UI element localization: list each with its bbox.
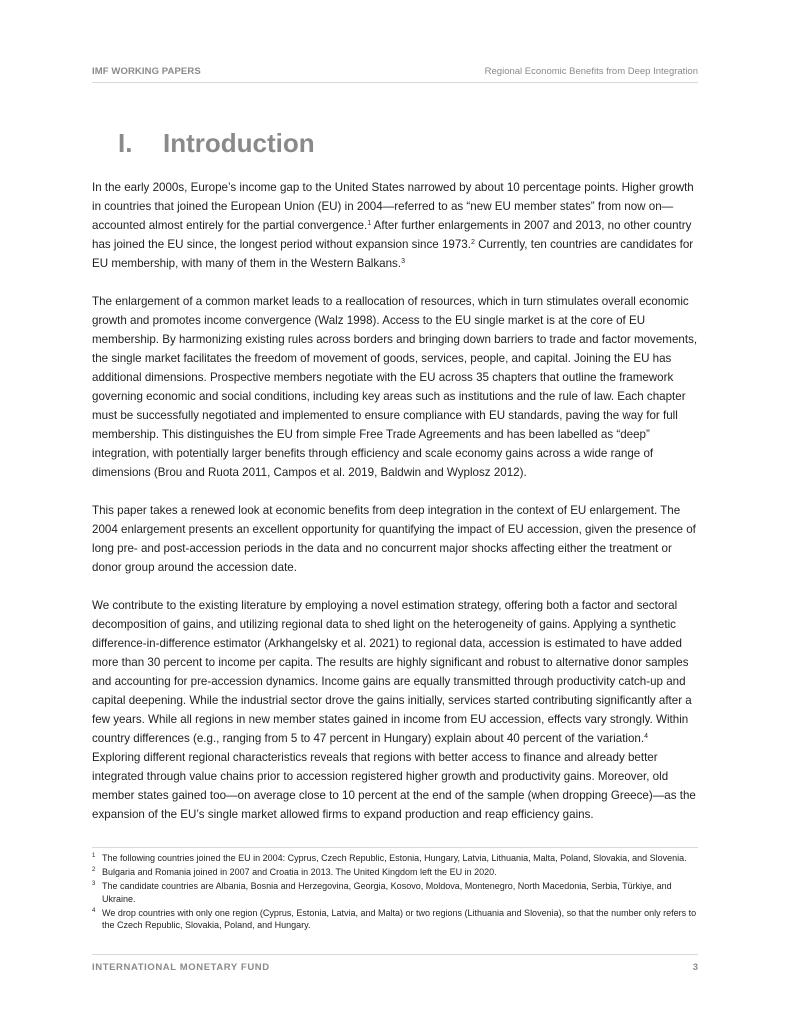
page-header (92, 66, 698, 83)
paragraph-4 (92, 596, 698, 824)
footnote-ref-2: 2 (470, 239, 475, 246)
section-heading (118, 128, 315, 159)
page-number: 3 (692, 962, 698, 973)
body-text (92, 178, 698, 843)
header-series-title: IMF WORKING PAPERS (92, 66, 201, 77)
footnote-mark: 2 (92, 867, 96, 873)
footnote-mark: 3 (92, 881, 96, 887)
paragraph-1 (92, 178, 698, 273)
paragraph-1-text-b: After further enlargements in 2007 and 2013, no other country has joined the EU since, the longest period without expansion since 1973. (92, 219, 692, 251)
footnote-mark: 1 (92, 853, 96, 859)
footnote-text: We drop countries with only one region (Cyprus, Estonia, Latvia, and Malta) or two regions (Lithuania and Slovenia), so that the number only refers to the Czech Republic, Slovakia, Poland, and Hungary. (102, 907, 697, 930)
footnote-text: The candidate countries are Albania, Bosnia and Herzegovina, Georgia, Kosovo, Moldova, Montenegro, North Macedonia, Serbia, Türkiye, and Ukraine. (102, 881, 672, 904)
paragraph-1-text-c: Currently, ten countries are candidates for EU membership, with many of them in the Western Balkans. (92, 238, 694, 270)
page-footer (92, 954, 698, 973)
header-paper-title: Regional Economic Benefits from Deep Integration (484, 66, 698, 77)
footnote (92, 852, 698, 865)
footnote (92, 880, 698, 905)
footnote-divider (92, 847, 698, 848)
paragraph-3: This paper takes a renewed look at economic benefits from deep integration in the context of EU enlargement. The 2004 enlargement presents an excellent opportunity for quantifying the impact of EU accession, given the presence of long pre- and post-accession periods in the data and no concurrent major shocks affecting either the treatment or donor group around the accession date. (92, 504, 696, 574)
footer-publisher: INTERNATIONAL MONETARY FUND (92, 962, 270, 973)
footnote (92, 907, 698, 932)
paragraph-4-text-b: Exploring different regional characteristics reveals that regions with better access to finance and already better integrated through value chains prior to accession registered higher growth and productivity gains. Moreover, old member states gained too—on average close to 10 percent at the end of the sample (when dropping Greece)—as the expansion of the EU’s single market allowed firms to expand production and reap efficiency gains. (92, 751, 696, 821)
paragraph-2: The enlargement of a common market leads to a reallocation of resources, which in turn stimulates overall economic growth and promotes income convergence (Walz 1998). Access to the EU single market is at the core of EU membership. By harmonizing existing rules across borders and bringing down barriers to trade and factor movements, the single market facilitates the freedom of movement of goods, services, people, and capital. Joining the EU has additional dimensions. Prospective members negotiate with the EU across 35 chapters that outline the framework governing economic and social conditions, including key areas such as institutions and the rule of law. Each chapter must be successfully negotiated and implemented to ensure compliance with EU standards, paving the way for full membership. This distinguishes the EU from simple Free Trade Agreements and has been labelled as “deep” integration, with potentially larger benefits through efficiency and scale economy gains across a wide range of dimensions (Brou and Ruota 2011, Campos et al. 2019, Baldwin and Wyplosz 2012). (92, 295, 698, 479)
paragraph-1-text-a: In the early 2000s, Europe’s income gap to the United States narrowed by about 10 percentage points. Higher growth in countries that joined the European Union (EU) in 2004—referred to as “new EU member states” from now on—accounted almost entirely for the partial convergence. (92, 181, 694, 232)
footnotes (92, 852, 698, 933)
footnote-ref-1: 1 (367, 220, 372, 227)
footnote-text: The following countries joined the EU in 2004: Cyprus, Czech Republic, Estonia, Hungary, Latvia, Lithuania, Malta, Poland, Slovakia, and Slovenia. (102, 853, 687, 863)
footnote-ref-3: 3 (401, 258, 405, 265)
section-number: I. (118, 128, 133, 158)
footnote-mark: 4 (92, 907, 96, 914)
paragraph-4-text-a: We contribute to the existing literature by employing a novel estimation strategy, offering both a factor and sectoral decomposition of gains, and utilizing regional data to shed light on the heterogeneity of gains. Applying a synthetic difference-in-difference estimator (Arkhangelsky et al. 2021) to regional data, accession is estimated to have added more than 30 percent to income per capita. The results are highly significant and robust to alternative donor samples and accounting for pre-accession dynamics. Income gains are equally transmitted through productivity catch-up and capital deepening. While the industrial sector drove the gains initially, services started contributing significantly after a few years. While all regions in new member states gained in income from EU accession, effects vary strongly. Within country differences (e.g., ranging from 5 to 47 percent in Hungary) explain about 40 percent of the variation. (92, 599, 692, 745)
footnote-text: Bulgaria and Romania joined in 2007 and Croatia in 2013. The United Kingdom left the EU in 2020. (102, 867, 497, 877)
footnote-ref-4: 4 (644, 733, 649, 740)
section-title: Introduction (163, 128, 315, 158)
footnote (92, 866, 698, 879)
